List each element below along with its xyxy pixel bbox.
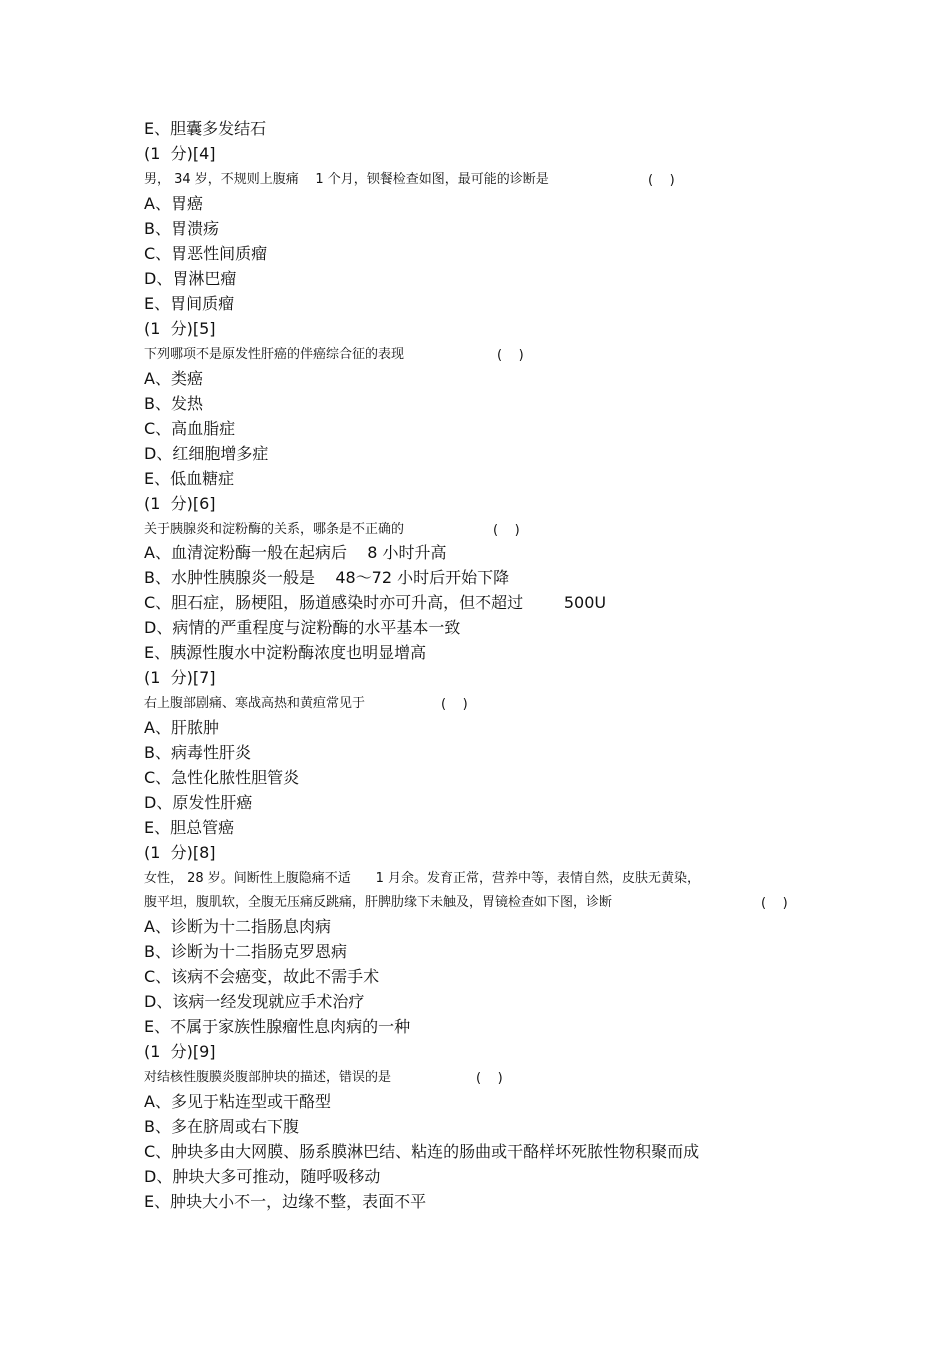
answer-option: E、胆总管癌: [144, 818, 235, 837]
answer-option: E、胰源性腹水中淀粉酶浓度也明显增高: [144, 643, 427, 662]
question-score-label: (1 分)[8]: [144, 843, 216, 862]
answer-option: A、胃癌: [144, 194, 203, 213]
answer-option: A、诊断为十二指肠息肉病: [144, 917, 331, 936]
question-stem: 右上腹部剧痛、寒战高热和黄疸常见于: [144, 696, 366, 711]
answer-option: D、红细胞增多症: [144, 444, 269, 463]
answer-option: E、不属于家族性腺瘤性息肉病的一种: [144, 1017, 411, 1036]
answer-option: B、病毒性肝炎: [144, 743, 251, 762]
question-stem: 下列哪项不是原发性肝癌的伴癌综合征的表现: [144, 347, 405, 362]
answer-option: C、胆石症，肠梗阻，肠道感染时亦可升高，但不超过 500U: [144, 593, 607, 612]
question-score-label: (1 分)[5]: [144, 319, 216, 338]
answer-blank-paren: ( ): [648, 173, 675, 188]
answer-option: C、高血脂症: [144, 419, 236, 438]
answer-option: A、肝脓肿: [144, 718, 219, 737]
answer-blank-paren: ( ): [441, 697, 468, 712]
option-e-gallstones: E、胆囊多发结石: [144, 119, 267, 138]
question-stem: 腹平坦，腹肌软，全腹无压痛反跳痛，肝脾肋缘下未触及，胃镜检查如下图，诊断: [144, 895, 613, 910]
question-score-label: (1 分)[6]: [144, 494, 216, 513]
question-stem: 对结核性腹膜炎腹部肿块的描述，错误的是: [144, 1070, 392, 1085]
answer-option: E、低血糖症: [144, 469, 235, 488]
answer-option: B、水肿性胰腺炎一般是 48～72 小时后开始下降: [144, 568, 510, 587]
answer-option: A、类癌: [144, 369, 203, 388]
answer-option: E、肿块大小不一，边缘不整，表面不平: [144, 1192, 427, 1211]
answer-option: C、该病不会癌变，故此不需手术: [144, 967, 380, 986]
answer-option: C、胃恶性间质瘤: [144, 244, 268, 263]
answer-blank-paren: ( ): [476, 1071, 503, 1086]
answer-option: A、血清淀粉酶一般在起病后 8 小时升高: [144, 543, 447, 562]
answer-option: D、原发性肝癌: [144, 793, 253, 812]
answer-option: C、肿块多由大网膜、肠系膜淋巴结、粘连的肠曲或干酪样坏死脓性物积聚而成: [144, 1142, 700, 1161]
answer-option: E、胃间质瘤: [144, 294, 235, 313]
question-stem: 女性， 28 岁。间断性上腹隐痛不适 1 月余。发育正常，营养中等，表情自然，皮肤无黄染，: [144, 871, 701, 886]
answer-option: C、急性化脓性胆管炎: [144, 768, 300, 787]
answer-option: D、该病一经发现就应手术治疗: [144, 992, 365, 1011]
answer-blank-paren: ( ): [761, 896, 788, 911]
question-stem: 男， 34 岁，不规则上腹痛 1 个月，钡餐检查如图，最可能的诊断是: [144, 172, 549, 187]
question-score-label: (1 分)[9]: [144, 1042, 216, 1061]
answer-option: D、胃淋巴瘤: [144, 269, 237, 288]
question-score-label: (1 分)[4]: [144, 144, 216, 163]
question-stem: 关于胰腺炎和淀粉酶的关系，哪条是不正确的: [144, 522, 405, 537]
answer-option: B、发热: [144, 394, 203, 413]
question-score-label: (1 分)[7]: [144, 668, 216, 687]
answer-option: B、诊断为十二指肠克罗恩病: [144, 942, 347, 961]
answer-option: B、胃溃疡: [144, 219, 219, 238]
answer-blank-paren: ( ): [493, 523, 520, 538]
answer-option: D、肿块大多可推动，随呼吸移动: [144, 1167, 381, 1186]
answer-option: A、多见于粘连型或干酪型: [144, 1092, 331, 1111]
answer-option: D、病情的严重程度与淀粉酶的水平基本一致: [144, 618, 461, 637]
answer-blank-paren: ( ): [497, 348, 524, 363]
answer-option: B、多在脐周或右下腹: [144, 1117, 299, 1136]
